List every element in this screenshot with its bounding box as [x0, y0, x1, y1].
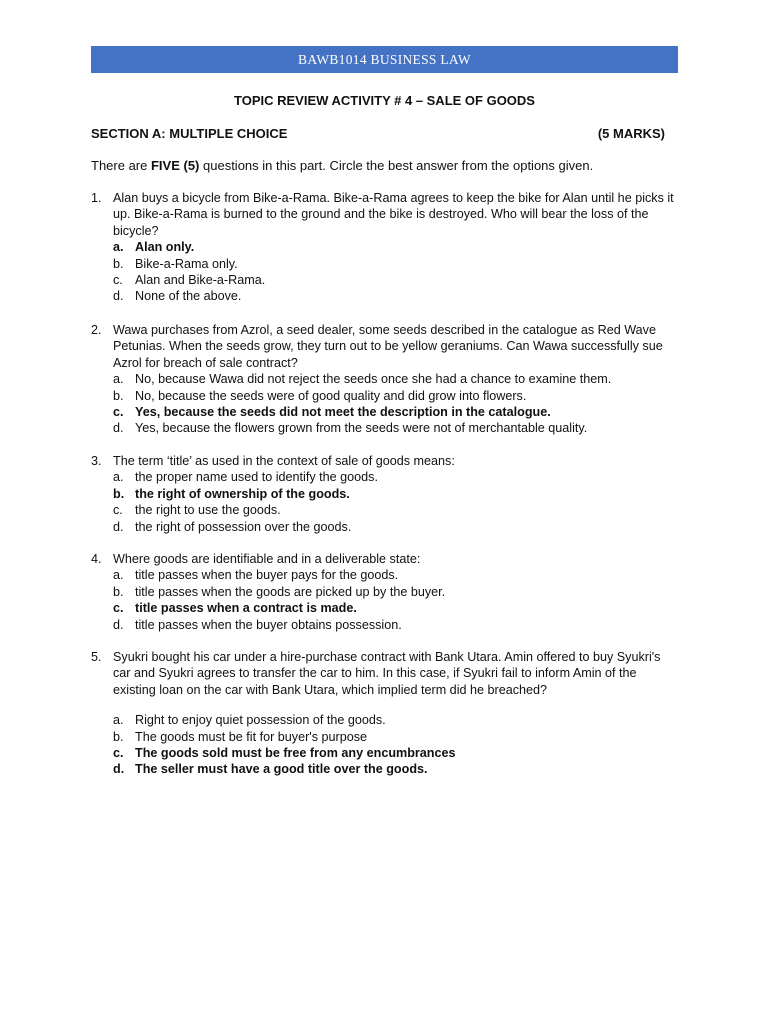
option-d	[113, 420, 681, 436]
option-text: title passes when the goods are picked up by the buyer.	[135, 584, 446, 599]
option-letter: d.	[113, 617, 124, 632]
question-text: Syukri bought his car under a hire-purchase contract with Bank Utara. Amin offered to buy Syukri's car and Syukri agrees to transfer the car to him. In this case, if Syukri fail to inform Amin of the existing loan on the car with Bank Utara, which implied term did he breached?	[113, 650, 661, 697]
section-heading	[91, 126, 665, 141]
option-text: The goods must be fit for buyer's purpose	[135, 729, 368, 744]
option-text: title passes when the buyer obtains possession.	[135, 617, 402, 632]
option-d	[113, 617, 681, 633]
option-c	[113, 502, 681, 518]
option-letter: c.	[113, 503, 123, 518]
option-b	[113, 388, 681, 404]
option-letter: d.	[113, 421, 124, 436]
option-letter: a.	[113, 470, 124, 485]
option-c	[113, 600, 681, 616]
option-letter: d.	[113, 289, 124, 304]
option-d	[113, 519, 681, 535]
options-list	[113, 469, 681, 535]
option-d	[113, 761, 681, 777]
option-text: The goods sold must be free from any encumbrances	[135, 746, 456, 761]
question-text: Where goods are identifiable and in a deliverable state:	[113, 552, 421, 566]
question-text: The term ‘title’ as used in the context of sale of goods means:	[113, 454, 455, 468]
page-title: TOPIC REVIEW ACTIVITY # 4 – SALE OF GOODS	[234, 93, 535, 108]
question-text: Wawa purchases from Azrol, a seed dealer, some seeds described in the catalogue as Red Wave Petunias. When the seeds grow, they turn out to be yellow geraniums. Can Wawa successfully sue Azrol for breach of sale contract?	[113, 323, 663, 370]
option-text: the right to use the goods.	[135, 503, 281, 518]
option-c	[113, 272, 681, 288]
question-1	[91, 190, 681, 305]
option-b	[113, 256, 681, 272]
option-b	[113, 486, 681, 502]
option-letter: c.	[113, 273, 123, 288]
question-5	[91, 649, 681, 778]
option-a	[113, 567, 681, 583]
options-list	[113, 712, 681, 778]
option-text: title passes when the buyer pays for the goods.	[135, 568, 399, 583]
options-list	[113, 567, 681, 633]
option-letter: b.	[113, 729, 124, 744]
option-letter: b.	[113, 256, 124, 271]
option-letter: c.	[113, 601, 124, 616]
option-b	[113, 729, 681, 745]
option-letter: c.	[113, 405, 124, 420]
option-a	[113, 469, 681, 485]
option-d	[113, 288, 681, 304]
options-list	[113, 239, 681, 305]
option-text: Right to enjoy quiet possession of the goods.	[135, 713, 386, 728]
instructions-post: questions in this part. Circle the best answer from the options given.	[199, 158, 594, 173]
option-text: the right of ownership of the goods.	[135, 486, 350, 501]
option-letter: a.	[113, 713, 124, 728]
option-letter: d.	[113, 762, 125, 777]
option-a	[113, 712, 681, 728]
question-4	[91, 551, 681, 633]
option-text: Bike-a-Rama only.	[135, 256, 238, 271]
option-c	[113, 745, 681, 761]
option-a	[113, 371, 681, 387]
course-header-bar	[91, 46, 678, 73]
option-letter: a.	[113, 240, 124, 255]
option-text: The seller must have a good title over the goods.	[135, 762, 428, 777]
question-text: Alan buys a bicycle from Bike-a-Rama. Bike-a-Rama agrees to keep the bike for Alan until he picks it up. Bike-a-Rama is burned to the ground and the bike is destroyed. Who will bear the loss of the bicycle?	[113, 191, 674, 238]
option-text: No, because the seeds were of good quality and did grow into flowers.	[135, 388, 527, 403]
question-2	[91, 322, 681, 437]
option-c	[113, 404, 681, 420]
options-list	[113, 371, 681, 437]
option-letter: a.	[113, 372, 124, 387]
question-number: 2.	[91, 323, 102, 337]
option-letter: b.	[113, 584, 124, 599]
option-letter: b.	[113, 486, 125, 501]
question-spacer	[91, 698, 681, 712]
question-number: 5.	[91, 650, 102, 664]
instructions-count: FIVE (5)	[150, 158, 200, 173]
option-text: title passes when a contract is made.	[135, 601, 357, 616]
course-title: BAWB1014 BUSINESS LAW	[298, 51, 471, 67]
option-letter: b.	[113, 388, 124, 403]
instructions-pre: There are	[91, 158, 151, 173]
option-text: Yes, because the flowers grown from the seeds were not of merchantable quality.	[135, 421, 588, 436]
question-number: 1.	[91, 191, 102, 205]
option-letter: c.	[113, 746, 124, 761]
instructions	[91, 158, 678, 173]
question-3	[91, 453, 681, 535]
option-text: No, because Wawa did not reject the seeds once she had a chance to examine them.	[135, 372, 612, 387]
option-text: the proper name used to identify the goods.	[135, 470, 378, 485]
section-label: SECTION A: MULTIPLE CHOICE	[91, 126, 288, 141]
option-letter: d.	[113, 519, 124, 534]
option-text: Alan only.	[135, 240, 195, 255]
section-marks: (5 MARKS)	[597, 126, 665, 141]
option-b	[113, 584, 681, 600]
option-text: None of the above.	[135, 289, 242, 304]
option-text: Yes, because the seeds did not meet the description in the catalogue.	[135, 405, 551, 420]
question-number: 3.	[91, 454, 102, 468]
option-text: Alan and Bike-a-Rama.	[135, 273, 266, 288]
question-number: 4.	[91, 552, 102, 566]
option-text: the right of possession over the goods.	[135, 519, 352, 534]
option-letter: a.	[113, 568, 124, 583]
option-a	[113, 239, 681, 255]
